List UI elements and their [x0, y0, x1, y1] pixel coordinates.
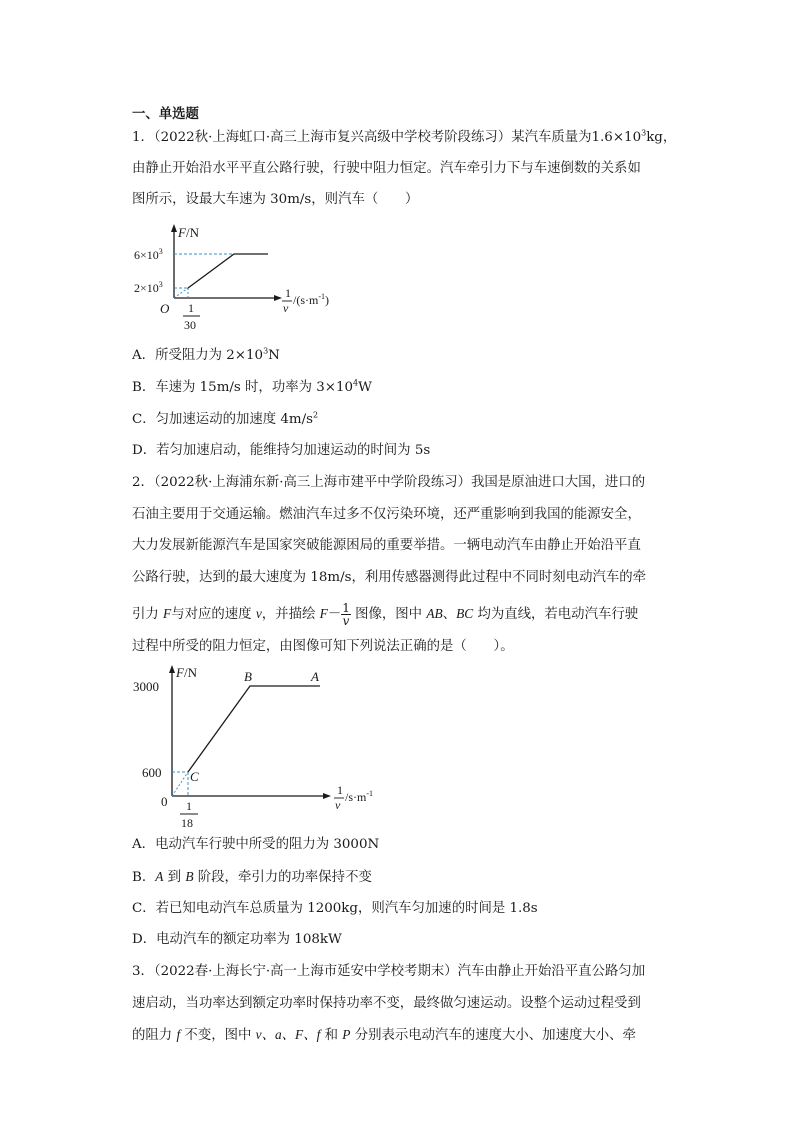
q1-option-c-label: C．	[132, 412, 156, 427]
q1-y-axis-arrow	[171, 224, 177, 232]
q2-y-tick-low: 600	[142, 765, 162, 780]
q2-line-5	[132, 602, 638, 627]
q1-option-b-label: B．	[132, 380, 156, 395]
q3-l3-P: P	[342, 1027, 351, 1042]
q2-option-b	[132, 867, 372, 888]
q3-source: （2022春·上海长宁·高一上海市延安中学校考期末）	[153, 964, 458, 979]
q1-origin-label: O	[160, 301, 170, 316]
q1-x-axis-unit: $/(s\cdot m^{-1})$	[293, 292, 330, 307]
q3-l3-c: 和	[320, 1028, 343, 1043]
q1-x-axis-arrow	[274, 295, 282, 301]
q1-option-a-exp: 3	[263, 346, 269, 356]
q1-option-c	[132, 410, 318, 430]
q2-y-tick-high: 3000	[133, 679, 159, 694]
q1-option-d-label: D．	[132, 443, 157, 458]
q2-x-axis-arrow	[323, 793, 331, 799]
q1-line-2: 由静止开始沿水平平直公路行驶，行驶中阻力恒定。汽车牵引力下与车速倒数的关系如	[132, 161, 641, 176]
q3-line-2: 速启动，当功率达到额定功率时保持功率不变，最终做匀速运动。设整个运动过程受到	[132, 996, 641, 1011]
q2-option-c-text: 若已知电动汽车总质量为 1200kg，则汽车匀加速的时间是 1.8s	[155, 901, 538, 916]
q1-text-exp: 3	[641, 128, 647, 138]
q3-line-3	[132, 1025, 636, 1046]
q1-number: 1．	[132, 130, 154, 145]
q2-option-c-label: C．	[132, 901, 156, 916]
q2-x-axis-num: 1	[337, 783, 343, 797]
q1-option-a	[132, 346, 280, 366]
q2-l5-AB: AB	[426, 606, 443, 621]
q2-x-axis-den: v	[335, 798, 341, 812]
q1-source: （2022秋·上海虹口·高三上海市复兴高级中学校考阶段练习）	[153, 130, 512, 145]
q1-x-axis-den: v	[283, 301, 289, 315]
q2-l5-c: ，并描绘	[261, 607, 320, 622]
q2-option-b-var1: A	[155, 869, 164, 884]
q2-source: （2022秋·上海浦东新·高三上海市建平中学阶段练习）	[153, 475, 472, 490]
q1-y-tick-high: $6\times 10^3$	[134, 247, 163, 262]
q2-graph-line	[188, 686, 320, 772]
q1-option-a-text: 所受阻力为 2×10	[155, 348, 264, 363]
q1-guide-origin	[174, 288, 188, 298]
q1-option-b-end: W	[358, 380, 372, 395]
q2-option-a-label: A．	[132, 837, 156, 852]
q2-point-a: A	[311, 669, 319, 684]
q1-x-axis-num: 1	[285, 286, 291, 300]
q1-option-c-exp: 2	[313, 410, 319, 420]
q2-option-b-label: B．	[132, 870, 156, 885]
q2-option-b-var2: B	[185, 869, 194, 884]
q2-line-4: 公路行驶，达到的最大速度为 18m/s，利用传感器测得此过程中不同时刻电动汽车的牵	[132, 570, 647, 585]
q2-l5-BC: BC	[456, 606, 474, 621]
q2-l5-d: 图像，图中	[350, 607, 427, 622]
q3-l3-b: 不变，图中	[180, 1028, 256, 1043]
q2-x-tick-den: 18	[181, 816, 193, 830]
q3-number: 3．	[132, 964, 154, 979]
q1-x-tick-den: 30	[184, 318, 196, 332]
q2-line-6: 过程中所受的阻力恒定，由图像可知下列说法正确的是（ ）。	[132, 639, 514, 654]
q2-l5-F2: F	[319, 606, 328, 621]
q2-origin-label: 0	[161, 794, 168, 809]
q2-x-axis-unit: $/s\cdot m^{-1}$	[345, 789, 374, 804]
q1-text: 某汽车质量为1.6×10	[511, 130, 642, 145]
q2-guide-origin	[172, 772, 188, 796]
q2-l5-F: F	[163, 606, 172, 621]
q2-option-b-mid: 到	[163, 870, 186, 885]
q1-option-b-text: 车速为 15m/s 时，功率为 3×10	[155, 380, 354, 395]
q2-option-c	[132, 899, 538, 919]
q3-text: 汽车由静止开始沿平直公路匀加	[457, 964, 646, 979]
q2-graph	[130, 662, 400, 830]
q3-line-1	[132, 962, 645, 982]
q2-l5-frac-den: v	[342, 614, 350, 628]
q3-l3-d: 分别表示电动汽车的速度大小、加速度大小、牵	[350, 1028, 636, 1043]
q1-line-1	[132, 128, 676, 148]
q2-option-b-text: 阶段，牵引力的功率保持不变	[193, 870, 372, 885]
q2-y-label: F/N	[176, 665, 197, 680]
q2-option-a	[132, 835, 379, 855]
q2-point-b: B	[244, 669, 252, 684]
section-heading: 一、单选题	[132, 107, 199, 122]
q2-line-3: 大力发展新能源汽车是国家突破能源困局的重要举措。一辆电动汽车由静止开始沿平直	[132, 538, 641, 553]
q2-y-axis-arrow	[169, 665, 175, 673]
q2-l5-sep: 、	[442, 607, 457, 622]
q1-y-tick-low: $2\times 10^3$	[134, 280, 163, 295]
q2-l5-e: 均为直线，若电动汽车行驶	[473, 607, 639, 622]
q2-number: 2．	[132, 475, 154, 490]
q2-l5-fraction	[341, 602, 351, 627]
q2-l5-frac-num: 1	[342, 601, 350, 615]
q2-line-2: 石油主要用于交通运输。燃油汽车过多不仅污染环境，还严重影响到我国的能源安全，	[132, 507, 641, 522]
q1-text-end: kg，	[646, 130, 677, 145]
q1-line-3: 图所示，设最大车速为 30m/s，则汽车（ ）	[132, 192, 419, 207]
q2-option-d	[132, 930, 342, 950]
q1-graph	[130, 222, 370, 334]
q2-l5-a: 引力	[132, 607, 164, 622]
q1-option-d-text: 若匀加速启动，能维持匀加速运动的时间为 5s	[156, 443, 431, 458]
q1-option-a-label: A．	[132, 348, 156, 363]
q2-l5-dash: －	[327, 607, 342, 622]
q2-point-c: C	[190, 769, 199, 784]
q2-option-a-text: 电动汽车行驶中所受的阻力为 3000N	[155, 837, 380, 852]
q1-option-d	[132, 441, 430, 461]
q1-option-c-text: 匀加速运动的加速度 4m/s	[155, 412, 314, 427]
q3-l3-vars: v、a、F、f	[255, 1027, 321, 1042]
q1-graph-line	[188, 254, 268, 288]
q2-option-d-label: D．	[132, 932, 157, 947]
q2-option-d-text: 电动汽车的额定功率为 108kW	[156, 932, 342, 947]
q3-l3-a: 的阻力	[132, 1028, 177, 1043]
q2-line-1	[132, 473, 645, 493]
q1-option-a-end: N	[268, 348, 280, 363]
q1-x-tick-num: 1	[188, 301, 194, 315]
q3-l3-f: f	[176, 1027, 181, 1042]
q1-option-b-exp: 4	[353, 378, 359, 388]
q1-option-b	[132, 378, 372, 398]
q2-x-tick-num: 1	[186, 799, 192, 813]
q2-l5-b: 与对应的速度	[171, 607, 256, 622]
q2-l5-v: v	[255, 606, 262, 621]
q1-y-label: F/N	[178, 225, 199, 240]
q2-text: 我国是原油进口大国，进口的	[471, 475, 646, 490]
